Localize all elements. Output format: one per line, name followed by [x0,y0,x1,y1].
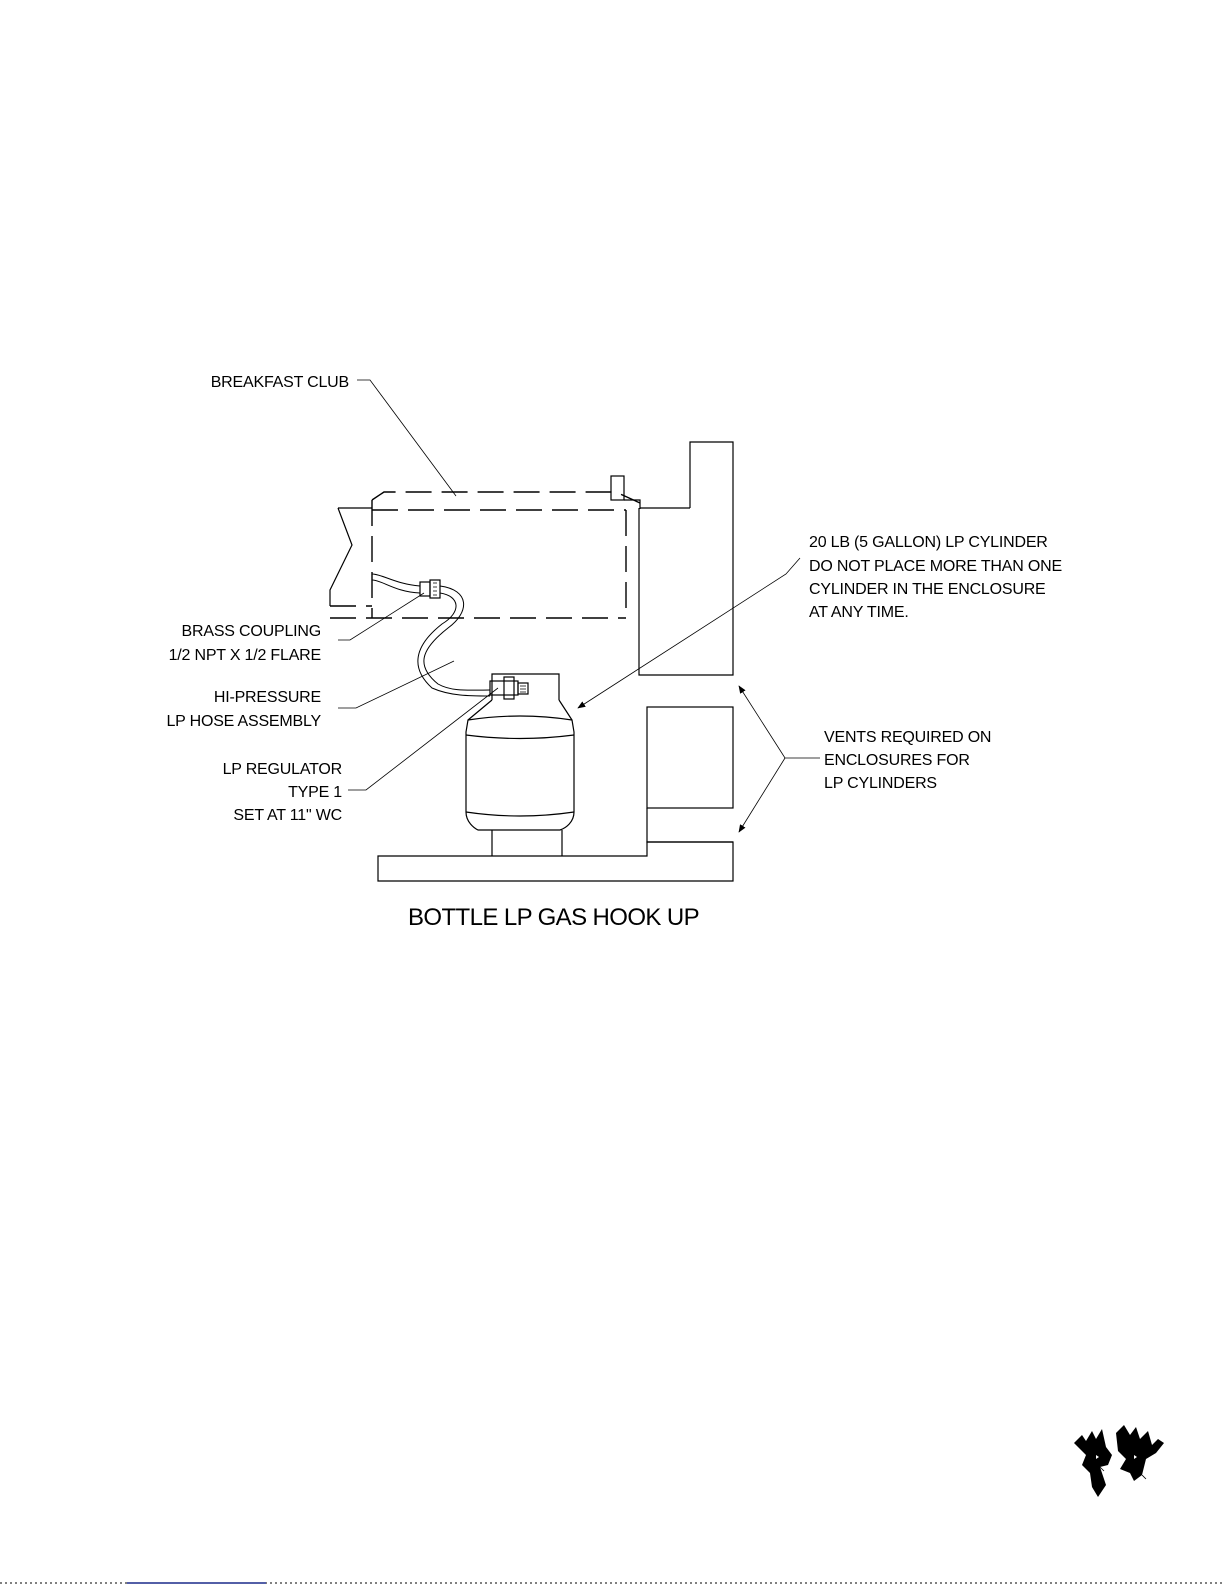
lp-regulator [490,677,528,699]
regulator-setting-label: SET AT 11" WC [233,807,342,824]
brass-coupling [420,580,440,598]
lp-hose-assembly [372,574,490,696]
hose-label: HI-PRESSURE [213,689,321,706]
enclosure [378,442,733,881]
cylinder-warning-label-3: AT ANY TIME. [809,604,909,621]
cylinder-warning-label-1: DO NOT PLACE MORE THAN ONE [809,558,1062,575]
regulator-label: LP REGULATOR [222,761,342,778]
brass-coupling-spec-label: 1/2 NPT X 1/2 FLARE [168,647,321,664]
vents-enclosures-label: ENCLOSURES FOR [824,752,970,769]
cylinder-label: 20 LB (5 GALLON) LP CYLINDER [809,534,1048,551]
leader-lines [338,380,820,832]
breakfast-club-label: BREAKFAST CLUB [210,374,349,391]
brass-coupling-label: BRASS COUPLING [181,623,321,640]
regulator-type-label: TYPE 1 [288,784,342,801]
hose-assembly-label: LP HOSE ASSEMBLY [166,713,321,730]
diagram-title: BOTTLE LP GAS HOOK UP [408,904,700,931]
cylinder-warning-label-2: CYLINDER IN THE ENCLOSURE [809,581,1046,598]
vents-cylinders-label: LP CYLINDERS [824,775,937,792]
breakfast-club-unit [330,476,640,618]
lp-cylinder [466,674,574,856]
eagle-logo-icon [1074,1425,1164,1497]
vents-label: VENTS REQUIRED ON [824,729,992,746]
